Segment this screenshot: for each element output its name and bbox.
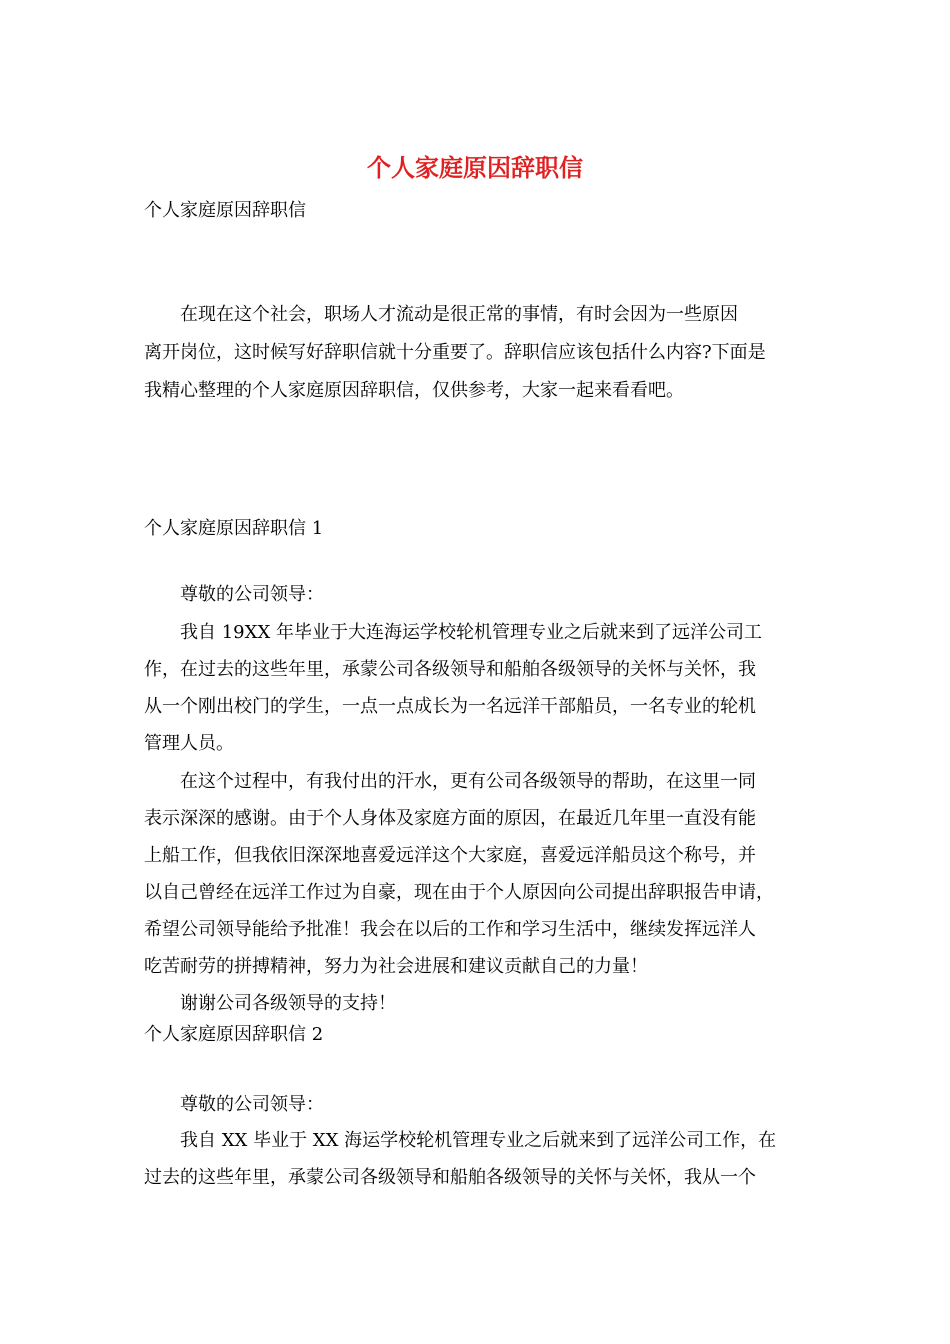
letter2-heading: 个人家庭原因辞职信 2 [144, 1024, 324, 1045]
intro-line: 我精心整理的个人家庭原因辞职信，仅供参考，大家一起来看看吧。 [144, 380, 684, 401]
intro-line: 在现在这个社会，职场人才流动是很正常的事情，有时会因为一些原因 [144, 304, 738, 325]
letter1-para2-line: 以自己曾经在远洋工作过为自豪，现在由于个人原因向公司提出辞职报告申请， [144, 882, 774, 903]
document-subtitle: 个人家庭原因辞职信 [144, 200, 306, 221]
letter1-para2-line: 上船工作，但我依旧深深地喜爱远洋这个大家庭，喜爱远洋船员这个称号，并 [144, 845, 756, 866]
letter1-para2-line: 希望公司领导能给予批准！我会在以后的工作和学习生活中，继续发挥远洋人 [144, 919, 756, 940]
letter1-para2-line: 表示深深的感谢。由于个人身体及家庭方面的原因，在最近几年里一直没有能 [144, 808, 756, 829]
letter1-para1-line: 我自 19XX 年毕业于大连海运学校轮机管理专业之后就来到了远洋公司工 [144, 622, 762, 643]
letter1-para1-line: 作，在过去的这些年里，承蒙公司各级领导和船舶各级领导的关怀与关怀，我 [144, 659, 756, 680]
letter1-para2-line: 吃苦耐劳的拼搏精神，努力为社会进展和建议贡献自己的力量！ [144, 956, 648, 977]
letter2-para1-line: 我自 XX 毕业于 XX 海运学校轮机管理专业之后就来到了远洋公司工作，在 [144, 1130, 777, 1151]
letter2-para1-line: 过去的这些年里，承蒙公司各级领导和船舶各级领导的关怀与关怀，我从一个 [144, 1167, 756, 1188]
intro-line: 离开岗位，这时候写好辞职信就十分重要了。辞职信应该包括什么内容?下面是 [144, 342, 766, 363]
letter1-salutation: 尊敬的公司领导： [144, 584, 324, 605]
letter1-para1-line: 从一个刚出校门的学生，一点一点成长为一名远洋干部船员，一名专业的轮机 [144, 696, 756, 717]
letter2-salutation: 尊敬的公司领导： [144, 1094, 324, 1115]
letter1-para1-line: 管理人员。 [144, 733, 234, 754]
document-title: 个人家庭原因辞职信 [367, 153, 583, 182]
letter1-heading: 个人家庭原因辞职信 1 [144, 518, 324, 539]
letter1-closing: 谢谢公司各级领导的支持！ [144, 993, 396, 1014]
letter1-para2-line: 在这个过程中，有我付出的汗水，更有公司各级领导的帮助，在这里一同 [144, 771, 756, 792]
